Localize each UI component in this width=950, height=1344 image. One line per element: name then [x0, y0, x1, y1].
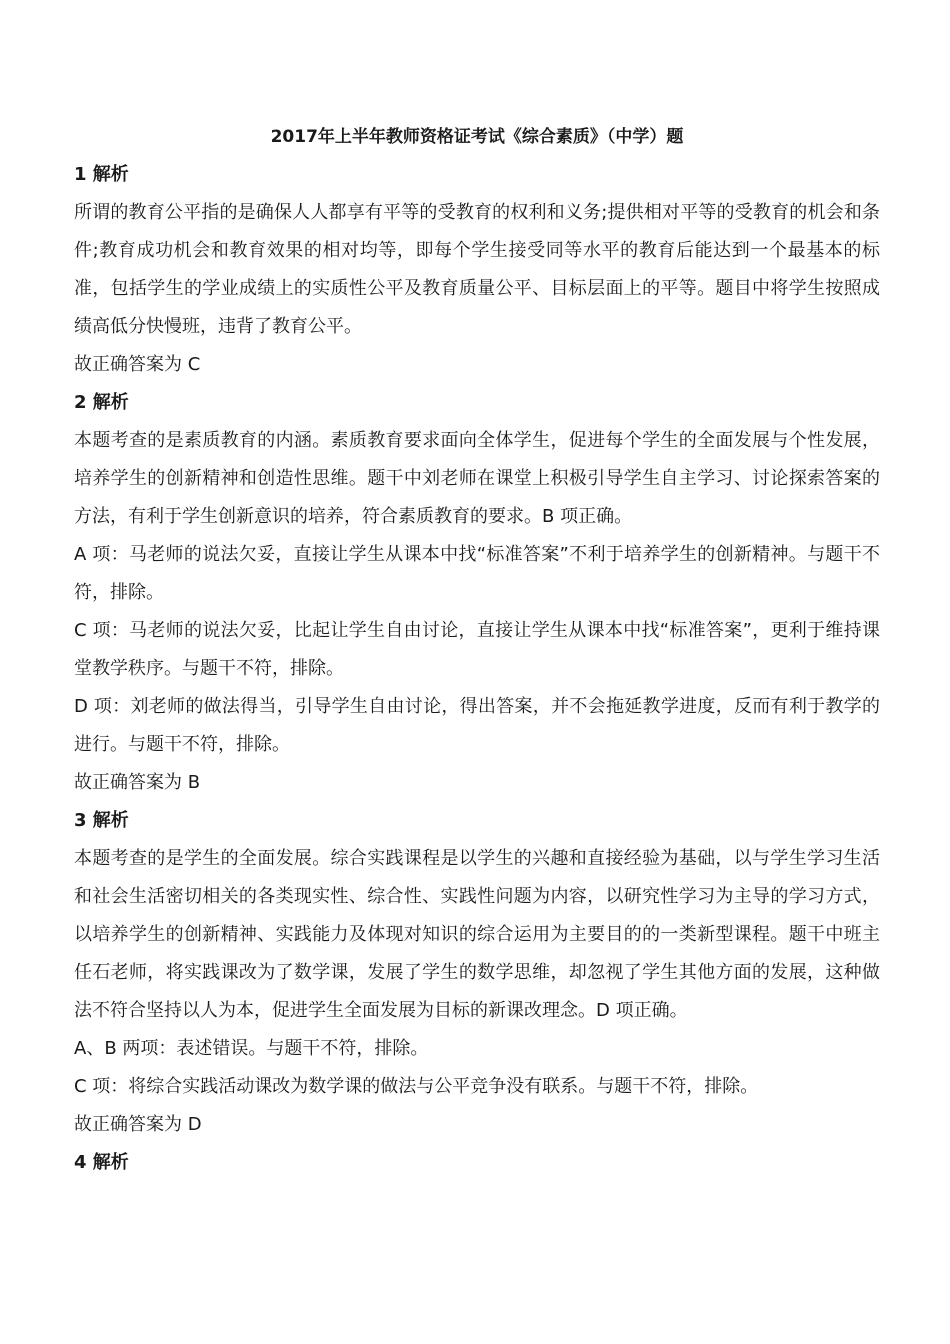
section-heading: 1 解析: [74, 164, 129, 185]
section-heading: 2 解析: [74, 392, 129, 413]
section-1: [74, 156, 880, 384]
answer-line: 故正确答案为 D: [74, 1114, 202, 1135]
option-explanation-c: C 项：马老师的说法欠妥，比起让学生自由讨论，直接让学生从课本中找“标准答案”，更利于维持课堂教学秩序。与题干不符，排除。: [74, 620, 880, 679]
section-heading: 4 解析: [74, 1152, 129, 1173]
section-2: [74, 384, 880, 802]
option-explanation-a: A 项：马老师的说法欠妥，直接让学生从课本中找“标准答案”不利于培养学生的创新精神。与题干不符，排除。: [74, 544, 880, 603]
option-explanation-ab: A、B 两项：表述错误。与题干不符，排除。: [74, 1038, 429, 1059]
answer-line: 故正确答案为 B: [74, 772, 201, 793]
answer-line: 故正确答案为 C: [74, 354, 201, 375]
section-4: [74, 1144, 880, 1182]
section-heading: 3 解析: [74, 810, 129, 831]
document-page: [74, 118, 880, 1182]
section-paragraph: 本题考查的是素质教育的内涵。素质教育要求面向全体学生，促进每个学生的全面发展与个性发展，培养学生的创新精神和创造性思维。题干中刘老师在课堂上积极引导学生自主学习、讨论探索答案的方法，有利于学生创新意识的培养，符合素质教育的要求。B 项正确。: [74, 430, 880, 527]
option-explanation-d: D 项：刘老师的做法得当，引导学生自由讨论，得出答案，并不会拖延教学进度，反而有利于教学的进行。与题干不符，排除。: [74, 696, 880, 755]
option-explanation-c: C 项：将综合实践活动课改为数学课的做法与公平竞争没有联系。与题干不符，排除。: [74, 1076, 759, 1097]
section-paragraph: 本题考查的是学生的全面发展。综合实践课程是以学生的兴趣和直接经验为基础，以与学生学习生活和社会生活密切相关的各类现实性、综合性、实践性问题为内容，以研究性学习为主导的学习方式，以培养学生的创新精神、实践能力及体现对知识的综合运用为主要目的的一类新型课程。题干中班主任石老师，将实践课改为了数学课，发展了学生的数学思维，却忽视了学生其他方面的发展，这种做法不符合坚持以人为本，促进学生全面发展为目标的新课改理念。D 项正确。: [74, 848, 880, 1021]
document-title: 2017年上半年教师资格证考试《综合素质》（中学）题: [270, 127, 684, 147]
section-3: [74, 802, 880, 1144]
section-paragraph: 所谓的教育公平指的是确保人人都享有平等的受教育的权利和义务;提供相对平等的受教育的机会和条件;教育成功机会和教育效果的相对均等，即每个学生接受同等水平的教育后能达到一个最基本的标准，包括学生的学业成绩上的实质性公平及教育质量公平、目标层面上的平等。题目中将学生按照成绩高低分快慢班，违背了教育公平。: [74, 202, 880, 337]
